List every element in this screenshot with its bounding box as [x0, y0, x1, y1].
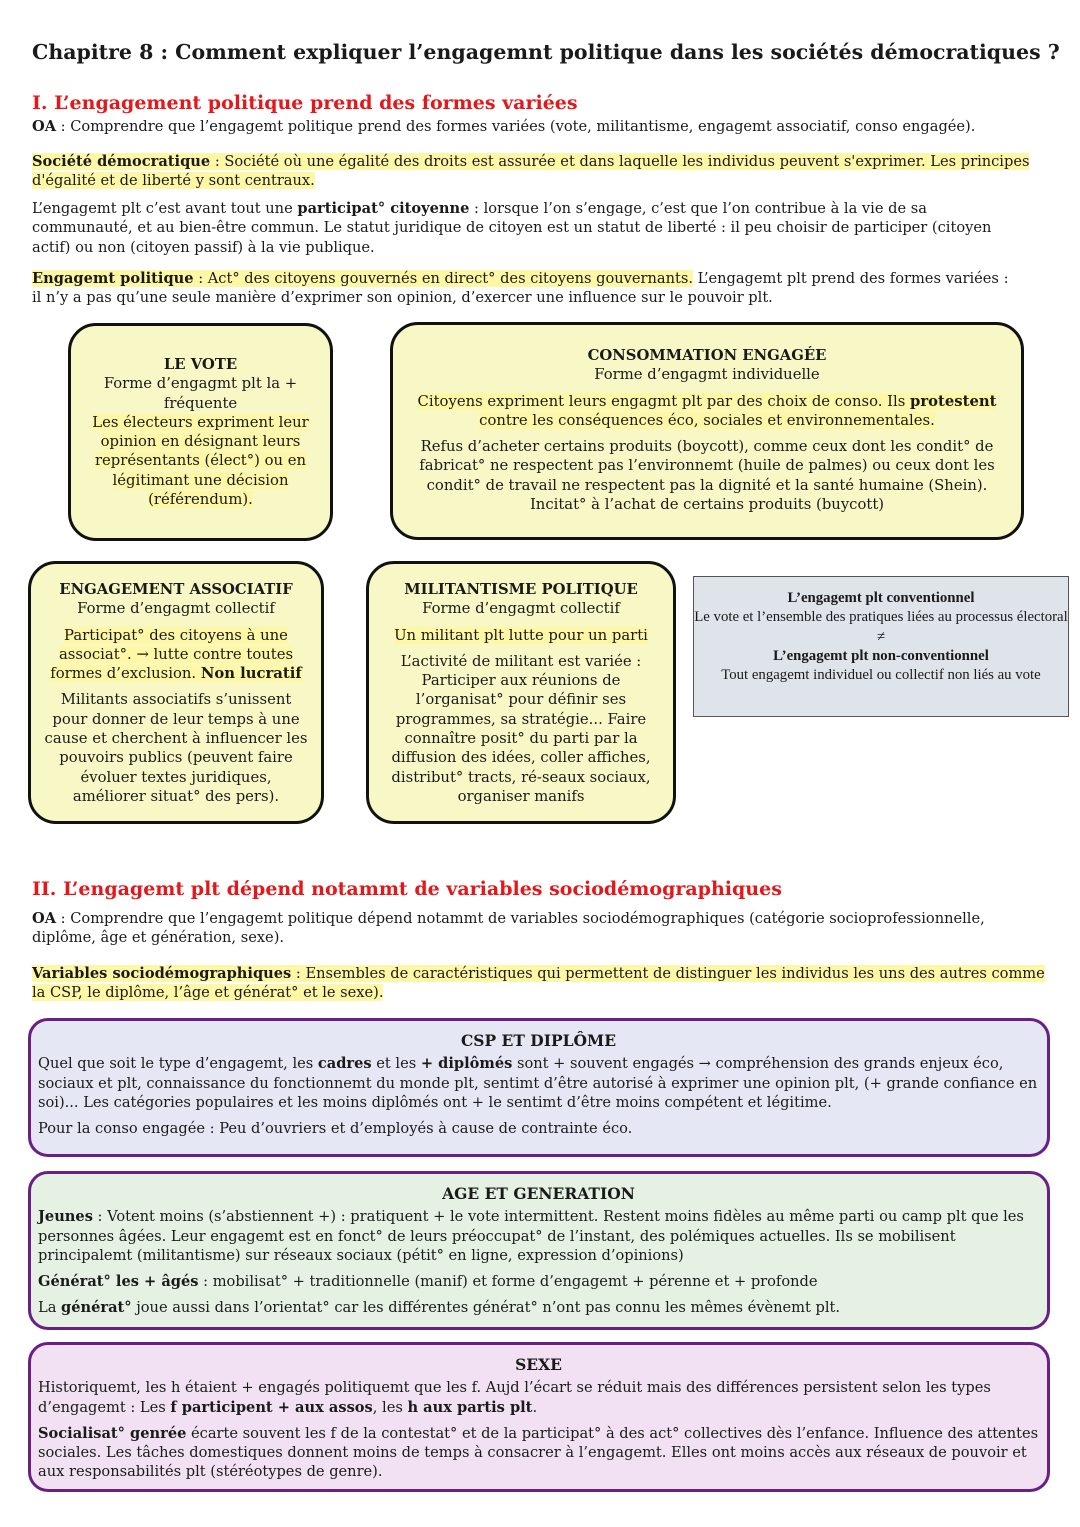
box-text-bold: protestent	[910, 392, 997, 410]
box-vote	[68, 323, 333, 541]
box-text	[50, 627, 301, 683]
conv-text-2: Tout engagemt individuel ou collectif non liés au vote	[721, 667, 1041, 684]
text-part: écarte souvent les f de la contestat° et de la participat° à des act° collectives dès l’enfance. Influence des attentes sociales. Les tâches domestiques donnent moins de temps à consacrer à l’engagemt. Elles ont moins accès aux réseaux de pouvoir et aux responsabilités plt (stéréotypes de genre).	[38, 1424, 1039, 1481]
text-part: La	[38, 1299, 62, 1317]
box-title: CONSOMMATION ENGAGÉE	[587, 347, 827, 364]
panel-paragraph-2	[38, 1272, 1039, 1291]
box-text-part: contre les conséquences éco, sociales et environnementales.	[479, 411, 935, 429]
box-militantisme-politique	[366, 561, 676, 824]
panel-paragraph-1	[38, 1207, 1039, 1265]
box-text: Les électeurs expriment leur opinion en désignant leurs représentants (élect°) ou en légitimant une décision (référendum).	[92, 413, 309, 509]
definition-term: Engagemt politique	[32, 270, 194, 287]
box-title: MILITANTISME POLITIQUE	[404, 581, 638, 598]
box-title: LE VOTE	[163, 356, 238, 373]
oa-text: : Comprendre que l’engagemt politique dépend notammt de variables sociodémographiques (catégorie socioprofessionnelle, diplôme, âge et génération, sexe).	[32, 910, 985, 947]
box-text-part: Citoyens expriment leurs engagmt plt par des choix de conso. Ils	[417, 392, 911, 410]
paragraph-participation	[32, 199, 1017, 257]
box-text-bold: Non lucratif	[200, 665, 302, 683]
definition-societe-democratique	[32, 152, 1032, 191]
panel-csp-diplome	[28, 1018, 1050, 1157]
box-subtitle: Forme d’engagmt plt la + fréquente	[103, 375, 298, 412]
conv-title-2: L’engagemt plt non-conventionnel	[773, 647, 989, 664]
text-part: .	[532, 1398, 538, 1416]
text-bold: + diplômés	[420, 1055, 513, 1073]
box-text: Un militant plt lutte pour un parti	[394, 626, 648, 644]
definition-followup: L’engagemt plt prend des formes variées : il n’y a pas qu’une seule manière d’exprimer son opinion, d’exercer une influence sur le pouvoir plt.	[32, 270, 1009, 307]
box-engagement-associatif	[28, 561, 324, 824]
conv-text-1: Le vote et l’ensemble des pratiques liées au processus électoral	[694, 609, 1068, 626]
text-part: : mobilisat° + traditionnelle (manif) et forme d’engagemt + pérenne et + profonde	[198, 1273, 818, 1291]
text-bold: cadres	[317, 1055, 372, 1073]
box-text	[418, 393, 997, 429]
oa-text: : Comprendre que l’engagemt politique prend des formes variées (vote, militantisme, engagemt associatif, conso engagée).	[56, 118, 976, 135]
box-consommation-engagee	[390, 322, 1024, 540]
page-title: Chapitre 8 : Comment expliquer l’engagemnt politique dans les sociétés démocratiques ?	[32, 40, 1060, 64]
oa-label: OA	[32, 118, 57, 135]
definition-text: : Ensembles de caractéristiques qui permettent de distinguer les individus les uns des autres comme la CSP, le diplôme, l’âge et générat° et le sexe).	[32, 965, 1045, 1002]
panel-sexe	[28, 1342, 1050, 1492]
text-bold: h aux partis plt	[407, 1398, 533, 1416]
panel-paragraph-2	[38, 1424, 1039, 1482]
panel-paragraph-1	[38, 1054, 1039, 1112]
box-conventionnel	[693, 576, 1069, 717]
box-text-2: Militants associatifs s’unissent pour donner de leur temps à une cause et cherchent à influencer les pouvoirs publics (peuvent faire évoluer textes juridiques, améliorer situat° des pers).	[44, 691, 308, 805]
box-subtitle: Forme d’engagmt collectif	[77, 600, 275, 618]
box-text-part: Participat° des citoyens à une associat°. → lutte contre toutes formes d’exclusion.	[50, 626, 294, 683]
paragraph-bold: participat° citoyenne	[297, 200, 470, 217]
section-heading-2: II. L’engagemt plt dépend notammt de variables sociodémographiques	[32, 878, 782, 900]
text-part: sont + souvent engagés → compréhension des grands enjeux éco, sociaux et plt, connaissance du fonctionnemt du monde plt, sentimt d’être autorisé à exprimer une opinion plt, (+ grande confiance en soi)... Les catégories populaires et les moins diplômés ont + le sentimt d’être moins compétent et légitime.	[38, 1055, 1038, 1111]
box-title: ENGAGEMENT ASSOCIATIF	[59, 581, 293, 598]
objective-1	[32, 117, 1062, 136]
panel-title: CSP ET DIPLÔME	[460, 1031, 617, 1050]
panel-paragraph-2: Pour la conso engagée : Peu d’ouvriers et d’employés à cause de contrainte éco.	[38, 1120, 633, 1138]
text-part: joue aussi dans l’orientat° car les différentes générat° n’ont pas connu les mêmes évènemt plt.	[131, 1299, 841, 1317]
not-equal-sign: ≠	[876, 628, 886, 645]
oa-label: OA	[32, 910, 57, 927]
definition-text: : Société où une égalité des droits est assurée et dans laquelle les individus peuvent s'exprimer. Les principes d'égalité et de liberté y sont centraux.	[32, 153, 1030, 190]
box-text-2: L’activité de militant est variée : Participer aux réunions de l’organisat° pour définir ses programmes, sa stratégie... Faire connaître posit° du parti par la diffusion des idées, coller affiches, distribut° tracts, ré-seaux sociaux, organiser manifs	[391, 652, 651, 805]
panel-title: SEXE	[515, 1355, 562, 1374]
text-bold: Socialisat° genrée	[38, 1424, 187, 1442]
text-part: et les	[371, 1055, 421, 1073]
panel-title: AGE ET GENERATION	[442, 1184, 635, 1203]
box-subtitle: Forme d’engagmt individuelle	[594, 366, 820, 384]
section-heading-1: I. L’engagement politique prend des formes variées	[32, 92, 578, 114]
definition-variables	[32, 964, 1052, 1003]
definition-term: Variables sociodémographiques	[32, 965, 292, 982]
box-subtitle: Forme d’engagmt collectif	[422, 600, 620, 618]
text-bold: f participent + aux assos	[170, 1398, 373, 1416]
panel-age-generation	[28, 1171, 1050, 1330]
text-bold: Jeunes	[38, 1208, 93, 1226]
definition-text: : Act° des citoyens gouvernés en direct° des citoyens gouvernants.	[193, 270, 693, 287]
text-bold: Générat° les + âgés	[38, 1273, 199, 1291]
paragraph-text: L’engagemt plt c’est avant tout une	[32, 200, 298, 217]
text-part: Historiquemt, les h étaient + engagés politiquemt que les f. Aujd l’écart se réduit mais des différences persistent selon les types d’engagemt : Les	[38, 1379, 991, 1416]
box-text-2: Refus d’acheter certains produits (boycott), comme ceux dont les condit° de fabricat° ne respectent pas l’environnemt (huile de palmes) ou ceux dont les condit° de travail ne respectent pas la dignité et la santé humaine (Shein). Incitat° à l’achat de certains produits (buycott)	[419, 438, 995, 514]
text-part: , les	[372, 1398, 408, 1416]
text-part: : Votent moins (s’abstiennent +) : pratiquent + le vote intermittent. Restent moins fidèles au même parti ou camp plt que les personnes âgées. Leur engagemt est en fonct° de leurs préoccupat° de l’instant, des polémiques actuelles. Ils se mobilisent principalemt (militantisme) sur réseaux sociaux (pétit° en ligne, expression d’opinions)	[38, 1208, 1024, 1264]
text-part: Quel que soit le type d’engagemt, les	[38, 1055, 318, 1073]
objective-2	[32, 909, 1052, 948]
conv-title-1: L’engagemt plt conventionnel	[787, 590, 975, 606]
paragraph-text: : lorsque l’on s’engage, c’est que l’on contribue à la vie de sa communauté, et au bien-être commun. Le statut juridique de citoyen est un statut de liberté : il peu choisir de participer (citoyen actif) ou non (citoyen passif) à la vie publique.	[32, 200, 992, 256]
definition-engagement-politique	[32, 269, 1017, 308]
panel-paragraph-3	[38, 1298, 1039, 1317]
panel-paragraph-1	[38, 1378, 1039, 1417]
definition-term: Société démocratique	[32, 153, 211, 170]
text-bold: générat°	[61, 1299, 132, 1317]
